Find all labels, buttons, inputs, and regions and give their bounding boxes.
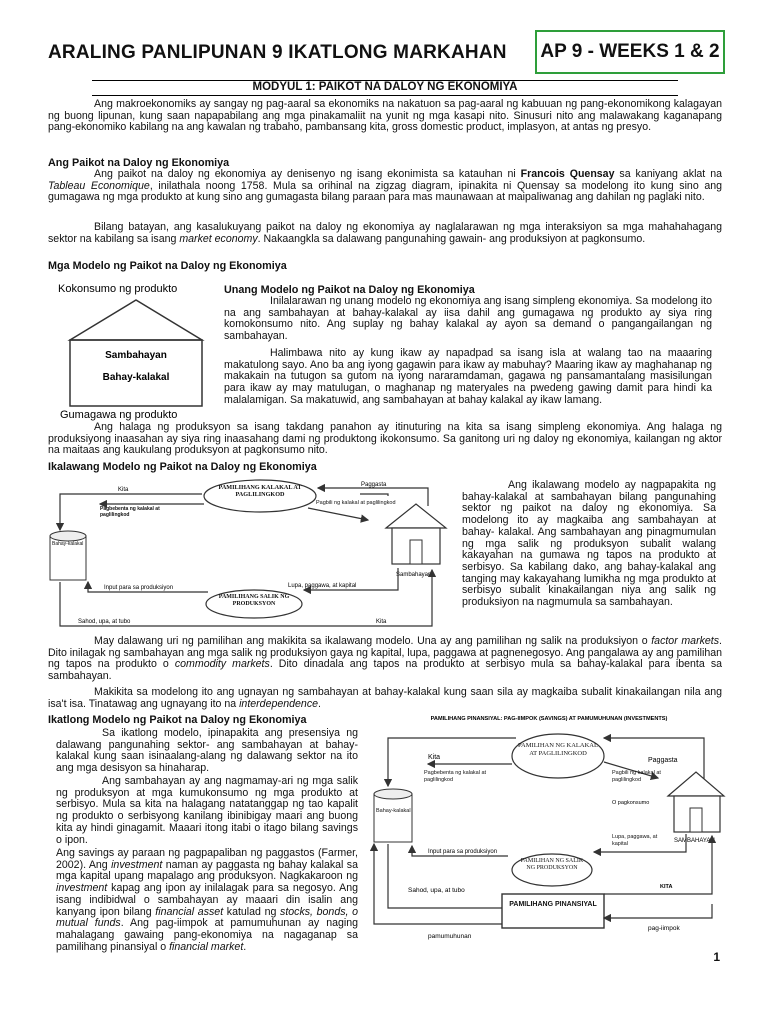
section-heading-paikot: Ang Paikot na Daloy ng Ekonomiya xyxy=(48,157,230,169)
m3-paggasta: Paggasta xyxy=(648,757,678,764)
m2-lupa: Lupa, paggawa, at kapital xyxy=(288,583,357,589)
model3-paragraph-1: Sa ikatlong modelo, ipinapakita ang presensiya ng dalawang pangunahing sektor- ang sambahayan at bahay-kalakal kung saan isinaalang-alang ng dalawang sektor na ito ang mga desisyon sa hinaharap. xyxy=(56,727,358,775)
section-heading-modelo: Mga Modelo ng Paikot na Daloy ng Ekonomiya xyxy=(48,260,287,272)
model2-side-paragraph: Ang ikalawang modelo ay nagpapakita ng bahay-kalakal at sambahayan bilang pangunahing sektor ng paikot na daloy ng ekonomiya. Sa modelong ito ay magkaiba ang sambahayan at bahay- kalakal. Ang sambahayan ang pinagmumulan ng mga salik ng produksyon subalit walang kakayahan na gumawa ng tapos na produkto at serbisyo. Sa kabilang dako, ang bahay-kalakal ang tanging may kakayahang lumikha ng mga produkto at serbisyo subalit kinakailangan niya ang salik ng produksiyon na nagmumula sa sambahayan. xyxy=(462,479,716,609)
m2-household-label: Sambahayan xyxy=(396,572,432,578)
model3-paragraph-3: Ang savings ay paraan ng pagpapaliban ng paggastos (Farmer, 2002). Ang investment naman ay paggasta ng bahay kalakal sa mga kapital upang mapalago ang produksyon. Nagkakaroon ng investment kapag ang ipon ay inilalagak para sa negosyo. Ang isang indibidwal o sambahayan ay maaari din isalin ang kanyang ipon bilang financial asset katulad ng stocks, bonds, o mutual funds. Ang pag-iimpok at pamumuhunan ay naging mahalagang gawaing pang-ekonomiya na nagaganap sa pamilihang pinansiyal o financial market. xyxy=(56,847,359,953)
model2-heading: Ikalawang Modelo ng Paikot na Daloy ng Ekonomiya xyxy=(48,461,317,473)
divider xyxy=(92,95,678,96)
model1-label-sambahayan: Sambahayan xyxy=(105,350,167,361)
model3-heading: Ikatlong Modelo ng Paikot na Daloy ng Ekonomiya xyxy=(48,714,307,726)
paikot-paragraph-1: Ang paikot na daloy ng ekonomiya ay denisenyo ng isang ekonimista sa katauhan ni Francois Quensay sa kaniyang aklat na Tableau Economique, inilathala noong 1758. Mula sa orihinal na zigzag diagram, ipinakita ni Quensay sa modelong ito kung sino ang gumagawa ng mga produkto at kung sino ang gumagasta bilang paraan para mas maunawaan at maipaliwanag ang dahilan ng paglaki nito. xyxy=(48,168,722,204)
page-number: 1 xyxy=(713,950,720,964)
m2-input: Input para sa produksiyon xyxy=(104,585,174,591)
m3-pagkonsumo: O pagkonsumo xyxy=(612,800,650,806)
m3-kita: Kita xyxy=(428,754,441,761)
model1-paragraph-1: Inilalarawan ng unang modelo ng ekonomiya ang isang simpleng ekonomiya. Sa modelong ito na ang sambahayan at bahay-kalakal ay iisa dahil ang gumagawa ng produkto ay siya ring komokonsumo nito. Ang suplay ng bahay kalakal ay ayon sa demand o pangangailangan ng sambahayan. xyxy=(224,295,712,343)
model3-paragraph-2: Ang sambahayan ay ang nagmamay-ari ng mga salik ng produksyon at mga kumukonsumo ng mga produkto at serbisyo. Mula sa kita na halagang natatanggap ng tao kapalit ng produkto o serbisyong kanilang ibinibigay maari ang buong kita ay hindi ginagamit. Maaari itong itabi o itago bilang savings o ipon. xyxy=(56,775,358,846)
m2-sahod: Sahod, upa, at tubo xyxy=(78,619,131,625)
model1-diagram xyxy=(52,280,232,422)
house-roof xyxy=(70,300,202,340)
model2-diagram: Kita Paggasta PAMILIHANG KALAKAL AT PAGLILINGKOD Pagbebenta ng kalakal at paglilingkod Pagbili ng kalakal at paglilingkod Bahay-kalakal Sambahayan PAMILIHANG SALIK NG PRODUKSYON Input para sa produksiyon Lupa, paggawa, at kapital Sahod, upa, at tubo Kita xyxy=(38,478,458,634)
m2-kita-top: Kita xyxy=(118,487,129,493)
model3-diagram: PAMILIHANG PINANSIYAL: PAG-IIMPOK (SAVINGS) AT PAMUMUHUNAN (INVESTMENTS) Kita Paggasta PAMILIHAN NG KALAKAL AT PAGLILINGKOD Pagbebenta ng kalakal at paglilingkod Pagbili ng kalakal at paglilingkod O pagkonsumo Bahay-kalakal Lupa, paggawa, at kapital SAMBAHAYAN Input para sa produksiyon PAMILIHAN NG SALIK NG PRODUKSYON KITA Sahod, upa, at tubo PAMILIHANG PINANSIYAL pag-iimpok pamumuhunan xyxy=(368,712,730,942)
m3-input: Input para sa produksiyon xyxy=(428,849,498,855)
intro-paragraph: Ang makroekonomiks ay sangay ng pag-aaral sa ekonomiks na nakatuon sa pag-aaral ng kabuuan ng pang-ekonomikong kalagayan ng buong lipunan, kung saan napapabilang ang mga pinakamaliit na yunit ng mga kasapi nito. Sinusuri nito ang malawakang kaganapang pang-ekonomiko kabilang na ang kawalan ng trabaho, pambansang kita, gross domestic product, implasyon, at antas ng presyo. xyxy=(48,98,722,134)
m3-sahod: Sahod, upa, at tubo xyxy=(408,887,465,894)
m2-paggasta: Paggasta xyxy=(361,482,387,488)
m2-kita-bottom: Kita xyxy=(376,619,387,625)
model2-paragraph-2: Makikita sa modelong ito ang ugnayan ng sambahayan at bahay-kalakal kung saan sila ay magkaiba subalit kinakailangan nila ang isa't isa. Tinatawag ang ugnayang ito na interdependence. xyxy=(48,686,722,710)
model1-label-bahay-kalakal: Bahay-kalakal xyxy=(102,372,170,383)
model1-paragraph-2: Halimbawa nito ay kung ikaw ay napadpad sa isang isla at walang tao na maaaring makatulong sayo. Ano ba ang iyong gagawin para ikaw ay mabuhay? Maaring ikaw ay maghahanap ng makakain na tutugon sa gutom na iyong nararamdaman, gagawa ng pansamantalang masisilungan para ikaw ay may matulugan, o maghanap ng materyales na pwedeng gawing damit para hindi ka malalamigan. Sa makatuwid, ang sambahayan at bahay kalakal ay ikaw lamang. xyxy=(224,347,712,406)
page-title: ARALING PANLIPUNAN 9 IKATLONG MARKAHAN xyxy=(48,42,507,63)
model1-bottom-label: Gumagawa ng produkto xyxy=(60,409,178,421)
model1-heading: Unang Modelo ng Paikot na Daloy ng Ekonomiya xyxy=(224,284,475,296)
week-badge xyxy=(535,30,725,74)
m3-kita2: KITA xyxy=(660,884,673,890)
module-title: MODYUL 1: PAIKOT NA DALOY NG EKONOMIYA xyxy=(252,81,518,93)
paikot-paragraph-2: Bilang batayan, ang kasalukuyang paikot na daloy ng ekonomiya ay naglalarawan ng mga interaksiyon sa mga mahahahagang sektor na kabilang sa isang market economy. Nakaangkla sa dalawang pangunahing gawain- ang produksiyon at pagkonsumo. xyxy=(48,221,722,245)
model2-paragraph-1: May dalawang uri ng pamilihan ang makikita sa ikalawang modelo. Una ay ang pamilihan ng salik na produksiyon o factor markets. Dito inilagak ng sambahayan ang mga salik ng produksiyon gaya ng kapital, lupa, paggawa at pagnenegosyo. Ang pangalawa ay ang pamilihan ng tapos na produkto o commodity markets. Dito dinadala ang tapos na produkto at serbisyo mula sa bahay-kalakal para ibenta sa sambahayan. xyxy=(48,635,723,683)
m3-sambahayan: SAMBAHAYAN xyxy=(674,838,715,844)
model1-paragraph-3: Ang halaga ng produksyon sa isang takdang panahon ay itinuturing na kita sa isang simpleng ekonomiya. Ang halaga ng produksiyong inaasahan ay siya ring inaasahang dami ng produktong ikokonsumo. Sa ganitong uri ng daloy ng ekonomiya, kailangan ng aktor na maitaas ang kaukulang produksyon at pagkonsumo nito. xyxy=(48,421,722,457)
m3-pagiimpok: pag-iimpok xyxy=(648,925,680,932)
m3-title: PAMILIHANG PINANSIYAL: PAG-IIMPOK (SAVINGS) AT PAMUMUHUNAN (INVESTMENTS) xyxy=(430,716,668,722)
model1-top-label: Kokonsumo ng produkto xyxy=(58,283,178,295)
m3-pamumuhunan: pamumuhunan xyxy=(428,933,472,940)
week-badge-label: AP 9 - WEEKS 1 & 2 xyxy=(540,41,720,62)
